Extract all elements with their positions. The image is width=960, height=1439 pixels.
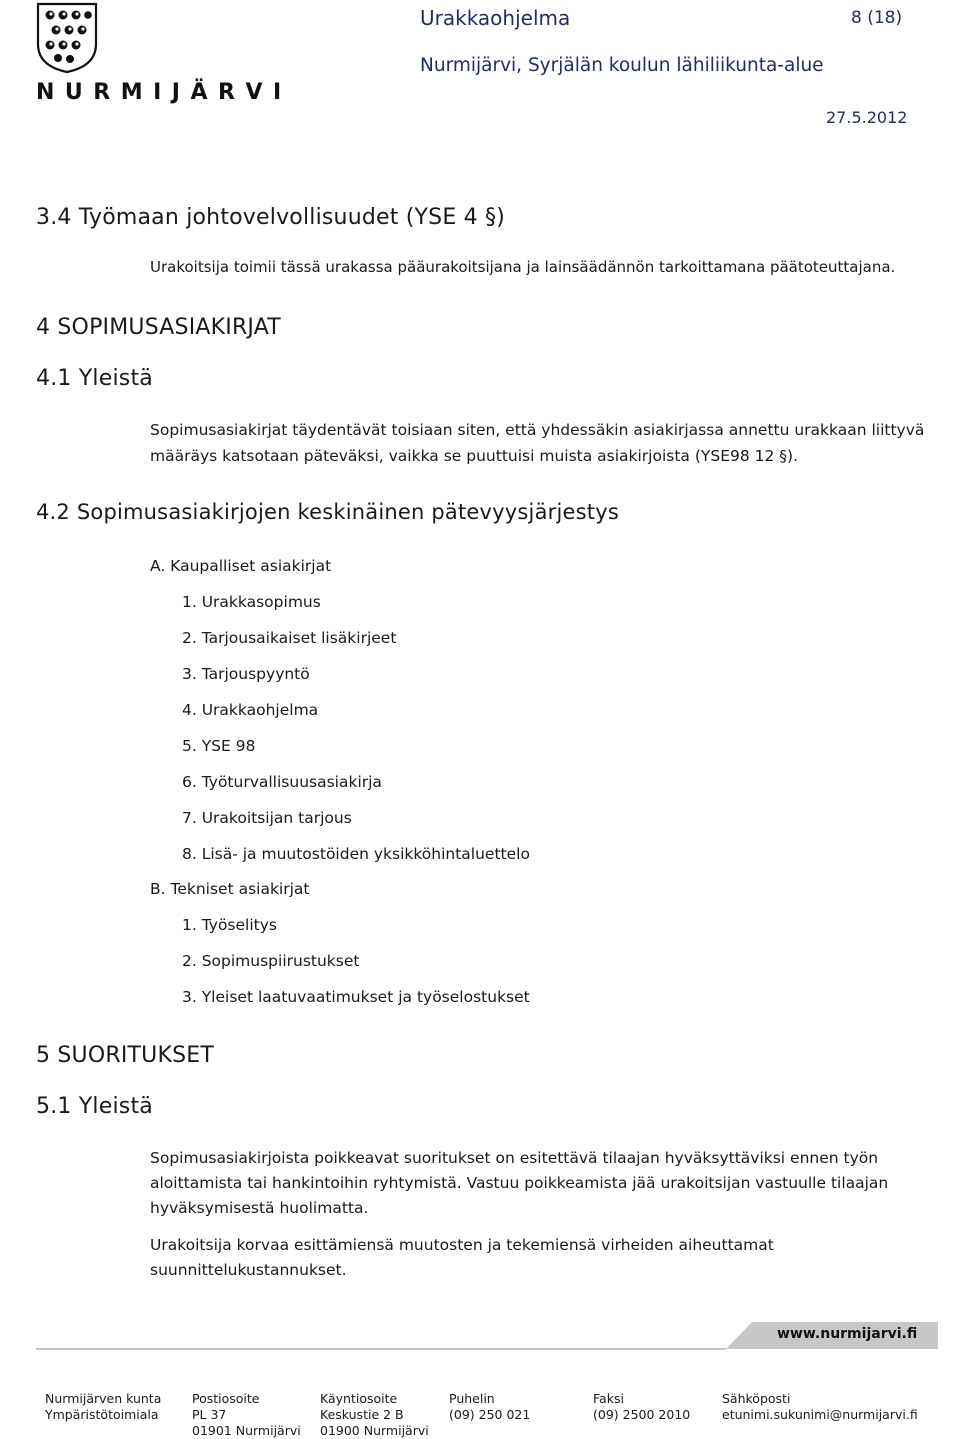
section-5-1-text-line: aloittamista tai hankintoihin ryhtymistä. Vastuu poikkeamista jää urakoitsijan vastuulle tilaajan	[150, 1174, 889, 1192]
page-number: 8 (18)	[851, 8, 903, 28]
footer-value: 01900 Nurmijärvi	[320, 1423, 429, 1438]
list-group-a: A. Kaupalliset asiakirjat	[150, 557, 332, 575]
list-item: 4. Urakkaohjelma	[182, 701, 319, 719]
footer-column-visit	[320, 1391, 429, 1439]
footer-column-organization	[45, 1391, 161, 1423]
footer-value: 01901 Nurmijärvi	[192, 1423, 301, 1438]
website-link[interactable]: www.nurmijarvi.fi	[777, 1326, 918, 1342]
footer-label: Puhelin	[449, 1391, 495, 1406]
list-item: 2. Sopimuspiirustukset	[182, 952, 360, 970]
footer-label: Sähköposti	[722, 1391, 791, 1406]
document-title: Urakkaohjelma	[420, 6, 571, 30]
list-group-b: B. Tekniset asiakirjat	[150, 880, 310, 898]
email-link[interactable]: etunimi.sukunimi@nurmijarvi.fi	[722, 1407, 918, 1422]
footer-column-fax	[593, 1391, 690, 1423]
list-item: 7. Urakoitsijan tarjous	[182, 809, 352, 827]
list-item: 1. Työselitys	[182, 916, 277, 934]
footer-column-phone	[449, 1391, 530, 1423]
footer-value: Ympäristötoimiala	[45, 1407, 159, 1422]
section-5-heading: 5 SUORITUKSET	[36, 1043, 215, 1068]
footer-label: Faksi	[593, 1391, 624, 1406]
footer-value: (09) 250 021	[449, 1407, 531, 1422]
footer-value: (09) 2500 2010	[593, 1407, 691, 1422]
footer-value: PL 37	[192, 1407, 227, 1422]
section-3-4-text: Urakoitsija toimii tässä urakassa pääurakoitsijana ja lainsäädännön tarkoittamana päätoteuttajana.	[150, 258, 896, 276]
nurmijarvi-logo: NURMIJÄRVI	[36, 80, 292, 105]
footer-column-email	[722, 1391, 918, 1423]
section-5-1-heading: 5.1 Yleistä	[36, 1094, 153, 1119]
list-item: 3. Tarjouspyyntö	[182, 665, 310, 683]
footer-label: Postiosoite	[192, 1391, 260, 1406]
section-4-1-text-line: Sopimusasiakirjat täydentävät toisiaan siten, että yhdessäkin asiakirjassa annettu urakkaan liittyvä	[150, 421, 925, 439]
list-item: 1. Urakkasopimus	[182, 593, 321, 611]
list-item: 8. Lisä- ja muutostöiden yksikköhintaluettelo	[182, 845, 530, 863]
section-4-heading: 4 SOPIMUSASIAKIRJAT	[36, 315, 281, 340]
section-5-1-text-line: Sopimusasiakirjoista poikkeavat suoritukset on esitettävä tilaajan hyväksyttäviksi ennen työn	[150, 1149, 879, 1167]
section-5-1-text-line: Urakoitsija korvaa esittämiensä muutosten ja tekemiensä virheiden aiheuttamat	[150, 1236, 774, 1254]
section-4-1-text-line: määräys katsotaan päteväksi, vaikka se puuttuisi muista asiakirjoista (YSE98 12 §).	[150, 447, 799, 465]
nurmijarvi-crest-icon	[36, 2, 98, 74]
section-4-1-heading: 4.1 Yleistä	[36, 366, 153, 391]
section-5-1-text-line: suunnittelukustannukset.	[150, 1261, 347, 1279]
section-4-2-heading: 4.2 Sopimusasiakirjojen keskinäinen pätevyysjärjestys	[36, 500, 619, 524]
list-item: 3. Yleiset laatuvaatimukset ja työselostukset	[182, 988, 530, 1006]
section-3-4-heading: 3.4 Työmaan johtovelvollisuudet (YSE 4 §)	[36, 205, 506, 230]
footer-column-postal	[192, 1391, 301, 1439]
footer-label: Käyntiosoite	[320, 1391, 398, 1406]
project-name: Nurmijärvi, Syrjälän koulun lähiliikunta-alue	[420, 55, 824, 76]
list-item: 5. YSE 98	[182, 737, 256, 755]
list-item: 6. Työturvallisuusasiakirja	[182, 773, 382, 791]
document-date: 27.5.2012	[826, 108, 908, 127]
footer-value: Keskustie 2 B	[320, 1407, 404, 1422]
section-5-1-text-line: hyväksymisestä huolimatta.	[150, 1199, 369, 1217]
footer-label: Nurmijärven kunta	[45, 1391, 162, 1406]
list-item: 2. Tarjousaikaiset lisäkirjeet	[182, 629, 397, 647]
